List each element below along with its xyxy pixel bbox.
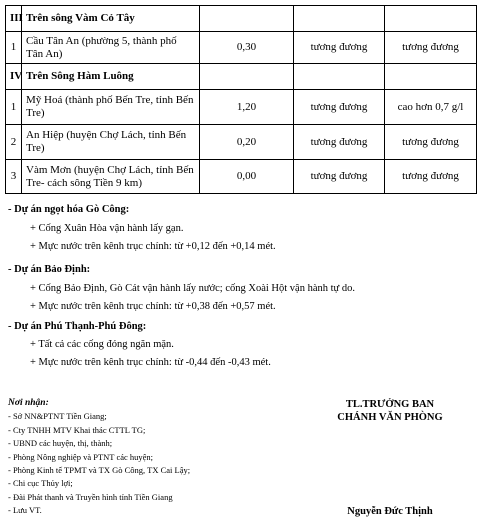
recipients-title: Nơi nhận: — [8, 398, 49, 408]
recipient-item: - Đài Phát thanh và Truyền hình tỉnh Tiền Giang — [8, 491, 173, 502]
row-compare: tương đương — [294, 125, 385, 160]
row-compare2: tương đương — [385, 32, 477, 64]
section-roman: III — [6, 6, 22, 32]
row-location: Mỹ Hoá (thành phố Bến Tre, tỉnh Bến Tre) — [22, 90, 200, 125]
empty-cell — [200, 64, 294, 90]
project-line: + Tất cả các cống đóng ngăn mặn. — [30, 339, 174, 350]
section-row — [6, 64, 477, 90]
row-compare: tương đương — [294, 32, 385, 64]
empty-cell — [385, 6, 477, 32]
recipient-item: - Phòng Nông nghiệp và PTNT các huyện; — [8, 451, 154, 462]
recipient-item: - Lưu VT. — [8, 505, 42, 516]
section-title: Trên sông Vàm Cỏ Tây — [22, 6, 200, 32]
table-row — [6, 32, 477, 64]
table-row — [6, 125, 477, 160]
empty-cell — [200, 6, 294, 32]
row-compare: tương đương — [294, 160, 385, 194]
recipient-item: - Phòng Kinh tế TPMT và TX Gò Công, TX Cai Lậy; — [8, 465, 191, 476]
recipient-item: - UBND các huyện, thị, thành; — [8, 438, 113, 449]
project-line: + Mực nước trên kênh trục chính: từ +0,12 đến +0,14 mét. — [30, 241, 276, 252]
recipient-item: - Sở NN&PTNT Tiền Giang; — [8, 411, 107, 422]
row-compare2: cao hơn 0,7 g/l — [385, 90, 477, 125]
section-title: Trên Sông Hàm Luông — [22, 64, 200, 90]
signature-position: CHÁNH VĂN PHÒNG — [337, 412, 443, 423]
project-line: + Mực nước trên kênh trục chính: từ -0,44 đến -0,43 mét. — [30, 357, 271, 368]
empty-cell — [385, 64, 477, 90]
project-line: + Cống Xuân Hòa vận hành lấy gạn. — [30, 223, 184, 234]
row-compare2: tương đương — [385, 160, 477, 194]
recipient-item: - Cty TNHH MTV Khai thác CTTL TG; — [8, 424, 146, 435]
salinity-table — [5, 5, 477, 194]
row-index: 1 — [6, 32, 22, 64]
row-value: 0,20 — [200, 125, 294, 160]
project-heading: - Dự án Bảo Định: — [8, 264, 91, 275]
recipients — [8, 397, 190, 518]
row-location: Vàm Mơn (huyện Chợ Lách, tỉnh Bến Tre- cách sông Tiền 9 km) — [22, 160, 200, 194]
section-roman: IV — [6, 64, 22, 90]
table-row — [6, 160, 477, 194]
table-row — [6, 90, 477, 125]
row-value: 0,30 — [200, 32, 294, 64]
row-location: Cầu Tân An (phường 5, thành phố Tân An) — [22, 32, 200, 64]
project-heading: - Dự án ngọt hóa Gò Công: — [8, 204, 130, 215]
empty-cell — [294, 64, 385, 90]
row-index: 3 — [6, 160, 22, 194]
row-compare: tương đương — [294, 90, 385, 125]
recipient-item: - Chi cục Thủy lợi; — [8, 478, 73, 489]
row-value: 1,20 — [200, 90, 294, 125]
project-heading: - Dự án Phú Thạnh-Phú Đông: — [8, 321, 147, 332]
row-compare2: tương đương — [385, 125, 477, 160]
signature-block — [300, 398, 480, 424]
project-line: + Cống Bảo Định, Gò Cát vận hành lấy nước; cống Xoài Hột vận hành tự do. — [30, 283, 355, 294]
row-index: 2 — [6, 125, 22, 160]
signature-title: TL.TRƯỞNG BAN — [345, 399, 435, 410]
project-line: + Mực nước trên kênh trục chính: từ +0,38 đến +0,57 mét. — [30, 301, 276, 312]
section-row — [6, 6, 477, 32]
row-location: An Hiệp (huyện Chợ Lách, tỉnh Bến Tre) — [22, 125, 200, 160]
row-index: 1 — [6, 90, 22, 125]
signer-name: Nguyễn Đức Thịnh — [347, 506, 433, 517]
row-value: 0,00 — [200, 160, 294, 194]
empty-cell — [294, 6, 385, 32]
